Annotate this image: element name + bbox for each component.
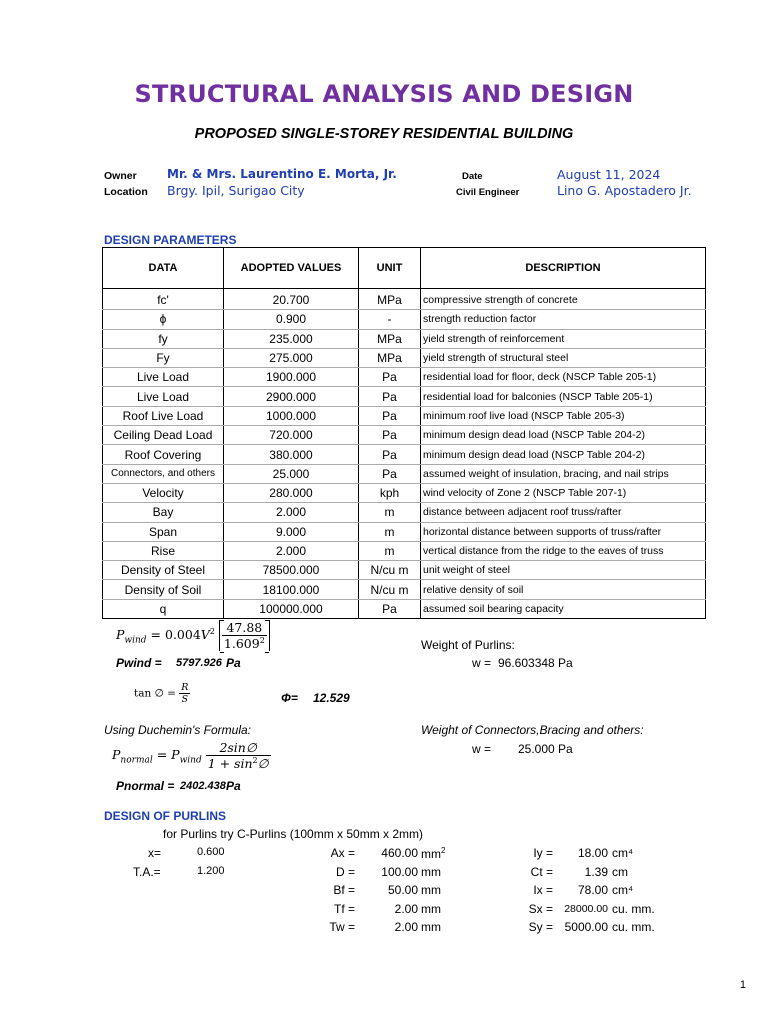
phi-result-value: 12.529	[313, 691, 350, 705]
property-label: Sx =	[528, 902, 553, 916]
cell-adopted-value: 78500.000	[224, 561, 359, 580]
pwind-result-label: Pwind =	[116, 656, 162, 670]
property-value: 28000.00	[564, 903, 608, 915]
phi-result-label: Φ=	[281, 691, 298, 705]
cell-unit: Pa	[359, 464, 421, 483]
cell-description: unit weight of steel	[421, 561, 706, 580]
property-unit	[421, 846, 445, 861]
wind-pressure-formula	[116, 620, 270, 651]
formula-bracket	[219, 620, 270, 651]
property-value: 50.00	[387, 883, 418, 897]
cell-description: residential load for floor, deck (NSCP Table 205-1)	[421, 368, 706, 387]
page-number: 1	[739, 979, 746, 991]
property-unit-text: mm	[421, 902, 441, 916]
cell-unit: kph	[359, 483, 421, 502]
cell-adopted-value: 1000.000	[224, 406, 359, 425]
duchemin-numerator: 2sin∅	[219, 740, 257, 755]
connectors-weight-value: 25.000	[518, 742, 555, 756]
connectors-weight-unit: Pa	[558, 742, 573, 756]
cell-unit: MPa	[359, 329, 421, 348]
cell-description: minimum design dead load (NSCP Table 204-2)	[421, 426, 706, 445]
cell-unit: m	[359, 522, 421, 541]
cell-adopted-value: 720.000	[224, 426, 359, 445]
cell-description: minimum roof live load (NSCP Table 205-3)	[421, 406, 706, 425]
fraction-denominator	[222, 635, 267, 651]
table-row	[103, 426, 706, 445]
fraction-denominator-exponent: 2	[259, 636, 265, 645]
property-value: 460.00	[381, 846, 418, 860]
property-label: Tw =	[329, 920, 355, 934]
cell-data: Live Load	[103, 368, 224, 387]
ta-label: T.A.=	[133, 865, 161, 879]
formula-operator: = 0.004	[150, 627, 201, 643]
duchemin-denominator-exponent: 2	[252, 756, 258, 765]
property-unit-exponent: 2	[441, 846, 446, 855]
cell-data: Density of Soil	[103, 580, 224, 599]
purlins-weight-label: Weight of Purlins:	[421, 638, 515, 652]
cell-adopted-value: 1900.000	[224, 368, 359, 387]
property-label: Iy =	[533, 846, 553, 860]
table-row	[103, 561, 706, 580]
cell-adopted-value: 18100.000	[224, 580, 359, 599]
cell-data: fc'	[103, 291, 224, 310]
formula-variable: V	[200, 627, 210, 643]
table-header-row	[103, 248, 706, 289]
property-unit-text: mm	[421, 865, 441, 879]
property-unit: cm⁴	[612, 883, 634, 897]
cell-unit: Pa	[359, 445, 421, 464]
property-value: 100.00	[381, 865, 418, 879]
tan-numerator: R	[181, 682, 189, 693]
purlins-weight-value: 96.603348	[498, 656, 555, 670]
connectors-weight-w-label: w =	[472, 742, 492, 756]
formula-exponent: 2	[209, 626, 215, 636]
pnormal-result-value: 2402.438	[180, 780, 226, 792]
property-unit: cu. mm.	[612, 902, 655, 916]
duchemin-fraction	[206, 740, 271, 771]
cell-data: Velocity	[103, 483, 224, 502]
cell-adopted-value: 2.000	[224, 541, 359, 560]
duchemin-operator: = P	[156, 747, 180, 763]
cell-data: Roof Live Load	[103, 406, 224, 425]
tan-angle-formula	[134, 682, 190, 705]
date-label: Date	[462, 171, 483, 182]
fraction-denominator-base: 1.609	[223, 636, 260, 652]
duchemin-label: Using Duchemin's Formula:	[104, 723, 252, 737]
cell-description: distance between adjacent roof truss/rafter	[421, 503, 706, 522]
location-value: Brgy. Ipil, Surigao City	[167, 183, 305, 198]
cell-unit: MPa	[359, 291, 421, 310]
table-row	[103, 291, 706, 310]
property-unit	[421, 883, 441, 897]
property-unit: cm⁴	[612, 846, 634, 860]
table-row	[103, 406, 706, 425]
table-row	[103, 310, 706, 329]
property-unit-text: mm	[421, 883, 441, 897]
column-header-adopted-values: ADOPTED VALUES	[224, 248, 359, 289]
cell-unit: N/cu m	[359, 580, 421, 599]
table-row	[103, 464, 706, 483]
tan-denominator: S	[179, 693, 190, 705]
duchemin-rhs-subscript: wind	[179, 755, 202, 766]
date-value: August 11, 2024	[557, 167, 661, 182]
cell-unit: -	[359, 310, 421, 329]
duchemin-subscript: normal	[120, 755, 153, 766]
table-row	[103, 368, 706, 387]
cell-unit: Pa	[359, 406, 421, 425]
owner-value: Mr. & Mrs. Laurentino E. Morta, Jr.	[167, 167, 397, 181]
cell-unit: MPa	[359, 348, 421, 367]
cell-description: vertical distance from the ridge to the eaves of truss	[421, 541, 706, 560]
pnormal-result-label: Pnormal =	[116, 779, 175, 793]
table-row	[103, 541, 706, 560]
formula-symbol: P	[116, 627, 125, 643]
cell-data: Connectors, and others	[103, 464, 224, 483]
property-unit: cu. mm.	[612, 920, 655, 934]
cell-adopted-value: 25.000	[224, 464, 359, 483]
cell-description: assumed weight of insulation, bracing, and nail strips	[421, 464, 706, 483]
cell-adopted-value: 2900.000	[224, 387, 359, 406]
design-parameters-table	[102, 247, 706, 619]
property-unit-text: mm	[421, 847, 441, 861]
cell-unit: N/cu m	[359, 561, 421, 580]
property-label: Ct =	[530, 865, 553, 879]
table-row	[103, 522, 706, 541]
cell-adopted-value: 100000.000	[224, 599, 359, 618]
cell-data: q	[103, 599, 224, 618]
table-row	[103, 445, 706, 464]
tan-lhs: tan ∅ =	[134, 687, 176, 700]
design-parameters-heading: DESIGN PARAMETERS	[104, 233, 237, 247]
cell-adopted-value: 235.000	[224, 329, 359, 348]
cell-adopted-value: 275.000	[224, 348, 359, 367]
formula-fraction	[222, 620, 267, 651]
cell-description: relative density of soil	[421, 580, 706, 599]
property-value: 18.00	[577, 846, 608, 860]
engineer-value: Lino G. Apostadero Jr.	[557, 183, 692, 198]
property-value: 2.00	[394, 902, 418, 916]
purlins-trial-text: for Purlins try C-Purlins (100mm x 50mm x 2mm)	[163, 827, 424, 841]
duchemin-denominator-a: 1 + sin	[207, 756, 253, 772]
cell-adopted-value: 0.900	[224, 310, 359, 329]
pwind-result-value: 5797.926	[176, 657, 222, 669]
cell-description: compressive strength of concrete	[421, 291, 706, 310]
table-row	[103, 387, 706, 406]
property-value: 5000.00	[564, 920, 608, 934]
property-unit	[421, 920, 441, 934]
page-subtitle: PROPOSED SINGLE-STOREY RESIDENTIAL BUILDING	[194, 126, 574, 142]
table-row	[103, 580, 706, 599]
cell-description: assumed soil bearing capacity	[421, 599, 706, 618]
cell-adopted-value: 9.000	[224, 522, 359, 541]
property-value: 78.00	[577, 883, 608, 897]
duchemin-denominator-b: ∅	[257, 756, 269, 772]
column-header-description: DESCRIPTION	[421, 248, 706, 289]
cell-description: residential load for balconies (NSCP Table 205-1)	[421, 387, 706, 406]
duchemin-symbol: P	[112, 747, 121, 763]
tan-fraction	[179, 682, 190, 705]
pwind-result-unit: Pa	[226, 656, 241, 670]
formula-subscript: wind	[124, 635, 147, 646]
cell-data: Bay	[103, 503, 224, 522]
property-unit: cm	[612, 865, 628, 879]
property-unit	[421, 902, 441, 916]
table-row	[103, 348, 706, 367]
property-label: Ax =	[330, 846, 355, 860]
property-label: Sy =	[528, 920, 553, 934]
cell-data: Fy	[103, 348, 224, 367]
property-label: Ix =	[533, 883, 553, 897]
cell-unit: Pa	[359, 599, 421, 618]
table-row	[103, 329, 706, 348]
column-header-data: DATA	[103, 248, 224, 289]
duchemin-formula	[112, 740, 271, 771]
ta-value: 1.200	[197, 865, 225, 877]
cell-adopted-value: 280.000	[224, 483, 359, 502]
cell-data: ϕ	[103, 310, 224, 329]
page-title: STRUCTURAL ANALYSIS AND DESIGN	[134, 80, 634, 108]
property-label: D =	[335, 865, 355, 879]
cell-description: yield strength of reinforcement	[421, 329, 706, 348]
property-value: 2.00	[394, 920, 418, 934]
purlins-weight-w-label: w =	[472, 656, 492, 670]
x-label: x=	[148, 846, 162, 860]
cell-adopted-value: 20.700	[224, 291, 359, 310]
column-header-unit: UNIT	[359, 248, 421, 289]
property-value: 1.39	[584, 865, 608, 879]
fraction-numerator: 47.88	[226, 620, 263, 635]
cell-data: Rise	[103, 541, 224, 560]
cell-unit: m	[359, 503, 421, 522]
cell-data: Span	[103, 522, 224, 541]
pnormal-result-unit: Pa	[226, 779, 241, 793]
cell-data: Density of Steel	[103, 561, 224, 580]
cell-data: Roof Covering	[103, 445, 224, 464]
owner-label: Owner	[104, 170, 137, 182]
cell-adopted-value: 2.000	[224, 503, 359, 522]
cell-description: yield strength of structural steel	[421, 348, 706, 367]
duchemin-denominator	[206, 755, 271, 771]
property-unit	[421, 865, 441, 879]
cell-description: horizontal distance between supports of truss/rafter	[421, 522, 706, 541]
cell-unit: Pa	[359, 426, 421, 445]
cell-description: wind velocity of Zone 2 (NSCP Table 207-1)	[421, 483, 706, 502]
table-row	[103, 599, 706, 618]
cell-data: Ceiling Dead Load	[103, 426, 224, 445]
cell-unit: Pa	[359, 387, 421, 406]
table-row	[103, 483, 706, 502]
x-value: 0.600	[197, 846, 225, 858]
engineer-label: Civil Engineer	[456, 187, 520, 198]
cell-data: Live Load	[103, 387, 224, 406]
property-label: Tf =	[333, 902, 355, 916]
purlins-weight-unit: Pa	[558, 656, 573, 670]
property-unit-text: mm	[421, 920, 441, 934]
cell-description: minimum design dead load (NSCP Table 204-2)	[421, 445, 706, 464]
cell-description: strength reduction factor	[421, 310, 706, 329]
property-label: Bf =	[333, 883, 355, 897]
location-label: Location	[104, 186, 148, 198]
cell-adopted-value: 380.000	[224, 445, 359, 464]
cell-unit: m	[359, 541, 421, 560]
table-row	[103, 503, 706, 522]
design-of-purlins-heading: DESIGN OF PURLINS	[104, 809, 227, 823]
cell-unit: Pa	[359, 368, 421, 387]
cell-data: fy	[103, 329, 224, 348]
connectors-weight-label: Weight of Connectors,Bracing and others:	[421, 723, 644, 737]
